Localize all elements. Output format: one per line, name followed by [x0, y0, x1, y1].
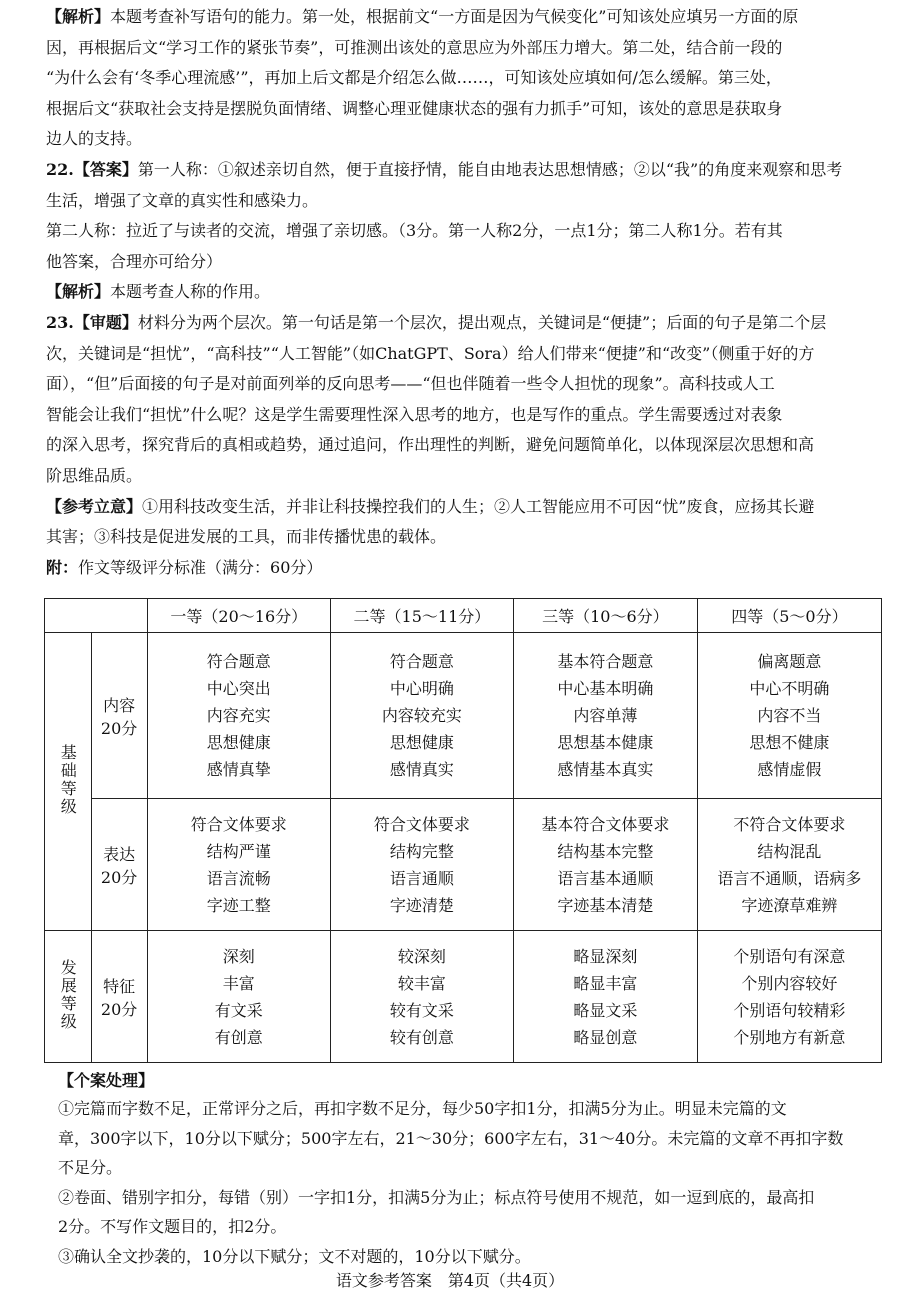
text-line — [46, 553, 882, 583]
criterion-item: 感情基本真实 — [557, 760, 654, 779]
line-text: 次，关键词是“担忧”，“高科技”“人工智能”（如ChatGPT、Sora）给人们带来“便捷”和“改变”（侧重于好的方 — [46, 343, 815, 363]
criterion-item: 较丰富 — [397, 973, 446, 993]
criterion-item: 感情真实 — [389, 760, 454, 779]
criterion-item: 语言不通顺，语病多 — [717, 868, 862, 888]
text-line — [46, 461, 882, 491]
line-text: 本题考查补写语句的能力。第一处，根据前文“一方面是因为气候变化”可知该处应填另一方面的原 — [110, 7, 799, 26]
criterion-item: 个别语句较精彩 — [733, 1000, 846, 1020]
text-line — [46, 216, 882, 246]
criterion-item: 略显文采 — [573, 1000, 638, 1020]
grade-cell — [330, 931, 513, 1063]
criterion-item: 较有创意 — [389, 1027, 454, 1047]
line-text: 因，再根据后文“学习工作的紧张节奏”，可推测出该处的意思应为外部压力增大。第二处，结合前一段的 — [46, 37, 783, 57]
line-text: 本题考查人称的作用。 — [110, 282, 271, 302]
criterion-item: 较深刻 — [397, 946, 446, 966]
section-tag: 22.【答案】 — [46, 160, 138, 179]
grade-cell — [147, 931, 330, 1063]
criterion-item: 偏离题意 — [757, 652, 822, 671]
criterion-item: 个别内容较好 — [741, 973, 838, 993]
grade-cell — [513, 931, 697, 1063]
criterion-item: 丰富 — [222, 973, 255, 993]
criterion-item: 有文采 — [214, 1000, 263, 1020]
grading-table — [44, 598, 882, 1063]
table-corner-cell — [45, 599, 148, 633]
criterion-item: 中心明确 — [389, 679, 454, 698]
criterion-item: 思想不健康 — [749, 733, 830, 752]
row-label: 特征 20分 — [91, 931, 147, 1063]
criterion-item: 思想健康 — [389, 733, 454, 752]
text-line — [46, 277, 882, 307]
line-text: 根据后文“获取社会支持是摆脱负面情绪、调整心理亚健康状态的强有力抓手”可知，该处的意思是获取身 — [46, 98, 783, 118]
line-text: 他答案，合理亦可给分） — [46, 251, 223, 271]
text-line — [46, 369, 882, 399]
section-tag: 【解析】 — [46, 282, 111, 302]
text-line — [46, 63, 882, 93]
table-row — [45, 931, 882, 1063]
line-text: 生活，增强了文章的真实性和感染力。 — [46, 190, 319, 210]
section-tag: 【解析】 — [46, 7, 111, 26]
grade-cell — [513, 633, 697, 799]
grade-cell — [697, 799, 881, 931]
criterion-item: 内容充实 — [206, 706, 271, 725]
criterion-item: 略显创意 — [573, 1027, 638, 1047]
page-footer: 语文参考答案 第4页（共4页） — [335, 1271, 565, 1290]
criterion-item: 字迹清楚 — [389, 895, 454, 915]
case-line: 2分。不写作文题目的，扣2分。 — [58, 1217, 287, 1236]
line-text: 作文等级评分标准（满分：60分） — [78, 557, 323, 577]
text-line — [46, 186, 882, 216]
criterion-item: 语言通顺 — [389, 868, 454, 888]
criterion-item: 感情虚假 — [757, 760, 822, 779]
criterion-item: 不符合文体要求 — [733, 814, 846, 834]
text-line — [46, 155, 882, 185]
line-text: 边人的支持。 — [46, 129, 143, 149]
criterion-item: 语言基本通顺 — [557, 868, 654, 888]
line-text: 阶思维品质。 — [46, 466, 143, 485]
criterion-item: 深刻 — [222, 946, 255, 966]
row-label: 表达 20分 — [91, 799, 147, 931]
table-row — [45, 633, 882, 799]
case-title: 【个案处理】 — [58, 1071, 155, 1090]
text-line — [46, 124, 882, 154]
line-text: 材料分为两个层次。第一句话是第一个层次，提出观点，关键词是“便捷”；后面的句子是第二个层 — [137, 313, 827, 332]
criterion-item: 感情真挚 — [206, 760, 271, 779]
criterion-item: 个别语句有深意 — [733, 946, 846, 966]
text-line — [46, 339, 882, 369]
line-text: 的深入思考，探究背后的真相或趋势，通过追问，作出理性的判断，避免问题简单化，以体现深层次思想和高 — [46, 435, 815, 455]
criterion-item: 结构完整 — [389, 841, 454, 861]
criterion-item: 思想健康 — [206, 733, 271, 752]
text-line — [46, 430, 882, 460]
criterion-item: 思想基本健康 — [557, 733, 654, 752]
case-line: ①完篇而字数不足，正常评分之后，再扣字数不足分，每少50字扣1分，扣满5分为止。明显未完篇的文 — [58, 1099, 787, 1118]
criterion-item: 结构基本完整 — [557, 841, 654, 861]
section-tag: 【参考立意】 — [46, 496, 143, 516]
line-text: 第二人称：拉近了与读者的交流，增强了亲切感。（3分。第一人称2分，一点1分；第二人称1分。若有其 — [46, 221, 783, 241]
case-line: 章，300字以下，10分以下赋分；500字左右，21～30分；600字左右，31～40分。未完篇的文章不再扣字数 — [58, 1128, 844, 1148]
criterion-item: 中心基本明确 — [557, 679, 654, 698]
criterion-item: 中心突出 — [206, 679, 271, 698]
line-text: 面），“但”后面接的句子是对前面列举的反向思考——“但也伴随着一些令人担忧的现象”。高科技或人工 — [46, 374, 775, 394]
text-line — [46, 522, 882, 552]
grade-header: 三等（10～6分） — [513, 599, 697, 633]
text-line — [46, 2, 882, 32]
grade-cell — [147, 799, 330, 931]
line-text: ①用科技改变生活，并非让科技操控我们的人生；②人工智能应用不可因“忧”废食，应扬其长避 — [142, 496, 815, 516]
grade-header: 四等（5～0分） — [697, 599, 881, 633]
criterion-item: 内容单薄 — [573, 706, 638, 725]
table-row — [45, 799, 882, 931]
criterion-item: 符合文体要求 — [373, 814, 470, 834]
criterion-item: 内容较充实 — [381, 706, 462, 725]
line-text: 第一人称：①叙述亲切自然，便于直接抒情，能自由地表达思想情感；②以“我”的角度来观察和思考 — [137, 160, 843, 179]
text-line — [46, 247, 882, 277]
criterion-item: 内容不当 — [757, 706, 822, 725]
grade-cell — [697, 633, 881, 799]
criterion-item: 字迹工整 — [206, 895, 271, 915]
text-line — [46, 400, 882, 430]
grade-header: 一等（20～16分） — [147, 599, 330, 633]
case-line: 不足分。 — [58, 1158, 123, 1177]
line-text: “为什么会有‘冬季心理流感’”，再加上后文都是介绍怎么做……，可知该处应填如何/怎么缓解。第三处， — [46, 68, 782, 88]
grade-cell — [330, 633, 513, 799]
criterion-item: 结构严谨 — [206, 841, 271, 861]
text-line — [46, 492, 882, 522]
criterion-item: 字迹基本清楚 — [557, 895, 654, 915]
group-label-dev: 发展等级 — [45, 931, 92, 1063]
section-tag: 附： — [46, 557, 79, 577]
criterion-item: 符合文体要求 — [190, 814, 287, 834]
text-line — [46, 33, 882, 63]
grade-header: 二等（15～11分） — [330, 599, 513, 633]
case-line: ②卷面、错别字扣分，每错（别）一字扣1分，扣满5分为止；标点符号使用不规范，如一逗到底的，最高扣 — [58, 1187, 815, 1207]
criterion-item: 语言流畅 — [206, 868, 271, 888]
criterion-item: 字迹潦草难辨 — [741, 895, 838, 915]
criterion-item: 略显丰富 — [573, 973, 638, 993]
criterion-item: 结构混乱 — [757, 841, 822, 861]
criterion-item: 基本符合文体要求 — [541, 814, 670, 834]
section-tag: 23.【审题】 — [46, 313, 138, 332]
text-line — [46, 94, 882, 124]
line-text: 智能会让我们“担忧”什么呢？这是学生需要理性深入思考的地方，也是写作的重点。学生需要透过对表象 — [46, 404, 783, 424]
criterion-item: 符合题意 — [206, 652, 271, 671]
criterion-item: 基本符合题意 — [557, 652, 654, 671]
criterion-item: 略显深刻 — [573, 946, 638, 966]
criterion-item: 个别地方有新意 — [733, 1027, 846, 1047]
criterion-item: 较有文采 — [389, 1000, 454, 1020]
line-text: 其害；③科技是促进发展的工具，而非传播忧患的载体。 — [46, 527, 447, 547]
text-line — [46, 308, 882, 338]
grade-cell — [697, 931, 881, 1063]
row-label: 内容 20分 — [91, 633, 147, 799]
criterion-item: 符合题意 — [389, 652, 454, 671]
case-line: ③确认全文抄袭的，10分以下赋分；文不对题的，10分以下赋分。 — [58, 1246, 531, 1266]
grade-cell — [330, 799, 513, 931]
group-label-basic: 基础等级 — [45, 633, 92, 931]
grade-cell — [147, 633, 330, 799]
grade-cell — [513, 799, 697, 931]
criterion-item: 有创意 — [214, 1027, 263, 1047]
criterion-item: 中心不明确 — [749, 679, 830, 698]
